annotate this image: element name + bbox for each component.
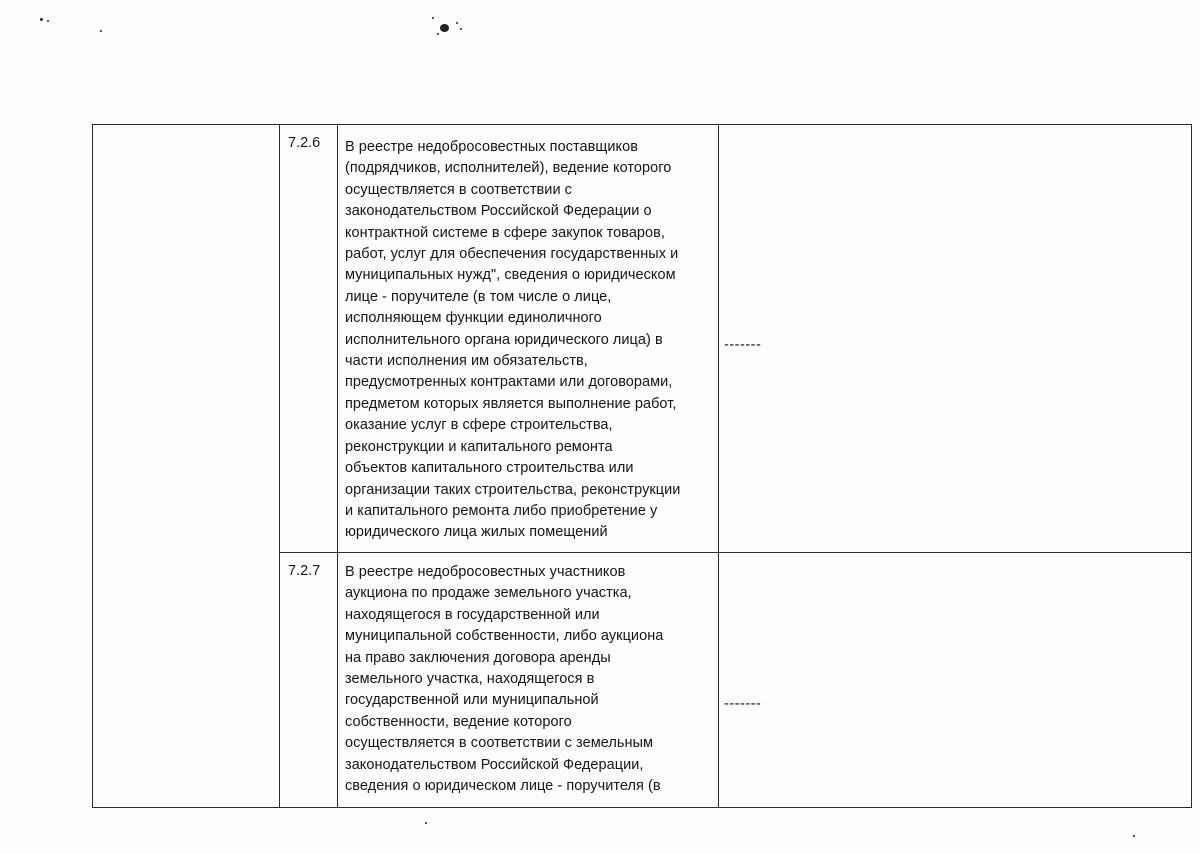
clause-text: В реестре недобросовестных участников аукциона по продаже земельного участка, находящегося в государственной или муниципальной собственности, либо аукциона на право заключения договора аренды земельного участка, находящегося в государственной или муниципальной собственности, ведение которого осуществляется в соответствии с земельным законодательством Российской Федерации, сведения о юридическом лице - поручителя (в: [345, 564, 664, 795]
scan-speck: [432, 17, 434, 19]
scan-speck: [425, 822, 427, 824]
clause-value: -------: [724, 696, 762, 712]
scan-speck: [100, 30, 102, 32]
row-divider: [279, 552, 1191, 553]
clause-text: В реестре недобросовестных поставщиков (подрядчиков, исполнителей), ведение которого осуществляется в соответствии с законодательством Российской Федерации о контрактной системе в сфере закупок товаров, работ, услуг для обеспечения государственных и муниципальных нужд", сведения о юридическом лице - поручителе (в том числе о лице, исполняющем функции единоличного исполнительного органа юридического лица) в части исполнения им обязательств, предусмотренных контрактами или договорами, предметом которых является выполнение работ, оказание услуг в сфере строительства, реконструкции и капитального ремонта объектов капитального строительства или организации таких строительства, реконструкции и капитального ремонта либо приобретение у юридического лица жилых помещений: [345, 139, 681, 541]
scan-speck: [440, 24, 449, 32]
column-divider: [718, 125, 719, 807]
scan-speck: [460, 28, 462, 30]
clause-number: 7.2.7: [288, 563, 321, 579]
clause-value: -------: [724, 337, 762, 353]
clause-number: 7.2.6: [288, 135, 321, 151]
scan-speck: [1133, 835, 1135, 837]
scan-speck: [40, 18, 43, 21]
scan-speck: [47, 20, 49, 22]
column-divider: [337, 125, 338, 807]
column-divider: [279, 125, 280, 807]
requirements-table: [92, 124, 1192, 808]
scan-speck: [456, 22, 458, 24]
scan-speck: [437, 33, 439, 35]
